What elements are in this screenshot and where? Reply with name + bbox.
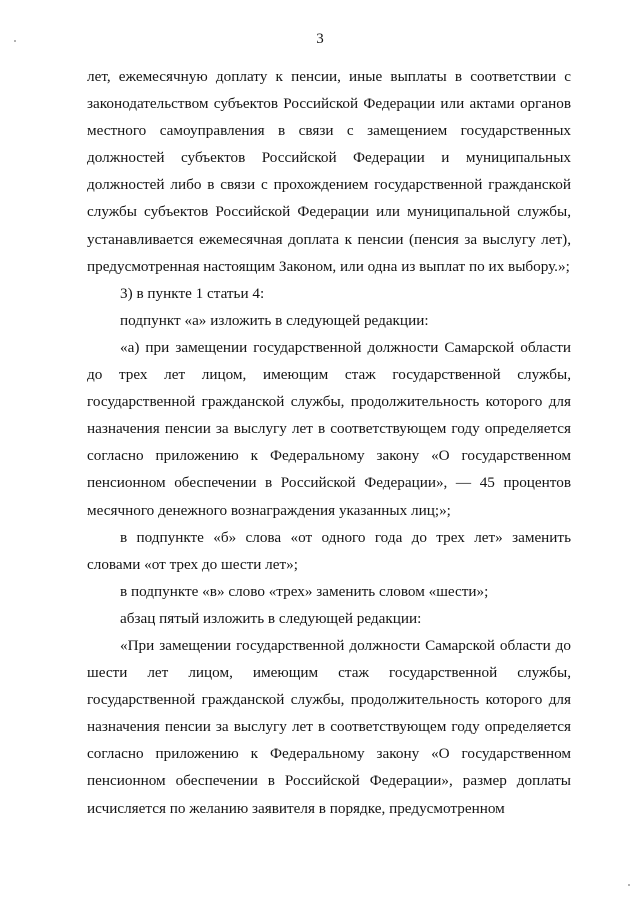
paragraph-subitem-v: в подпункте «в» слово «трех» заменить словом «шести»; [120, 582, 489, 600]
paragraph-continuation: лет, ежемесячную доплату к пенсии, иные выплаты в соответствии с законодательством субъектов Российской Федерации или актами органов местного самоуправления в связи с замещением государственных должностей субъектов Российской Федерации и муниципальных должностей либо в связи с прохождением государственной гражданской службы субъектов Российской Федерации или муниципальной службы, устанавливается ежемесячная доплата к пенсии (пенсия за выслугу лет), предусмотренная настоящим Законом, или одна из выплат по их выбору.»; [87, 68, 571, 275]
scan-speck [628, 884, 630, 886]
paragraph-subitem-b: в подпункте «б» слова «от одного года до трех лет» заменить словами «от трех до шести лет»; [87, 528, 571, 573]
page-number: 3 [316, 31, 324, 47]
paragraph-item-3: 3) в пункте 1 статьи 4: [120, 284, 265, 302]
paragraph-fifth-intro: абзац пятый изложить в следующей редакции: [120, 609, 422, 627]
scan-speck [14, 40, 16, 42]
paragraph-subitem-a-intro: подпункт «а» изложить в следующей редакции: [120, 311, 429, 329]
paragraph-fifth-text: «При замещении государственной должности Самарской области до шести лет лицом, имеющим стаж государственной службы, государственной гражданской службы, продолжительность которого для назначения пенсии за выслугу лет в соответствующем году определяется согласно приложению к Федеральному закону «О государственном пенсионном обеспечении в Российской Федерации», размер доплаты исчисляется по желанию заявителя в порядке, предусмотренном [87, 636, 571, 817]
paragraph-subitem-a-text: «а) при замещении государственной должности Самарской области до трех лет лицом, имеющим стаж государственной службы, государственной гражданской службы, продолжительность которого для назначения пенсии за выслугу лет в соответствующем году определяется согласно приложению к Федеральному закону «О государственном пенсионном обеспечении в Российской Федерации», — 45 процентов месячного денежного вознаграждения указанных лиц;»; [87, 338, 571, 519]
document-body [87, 63, 571, 822]
